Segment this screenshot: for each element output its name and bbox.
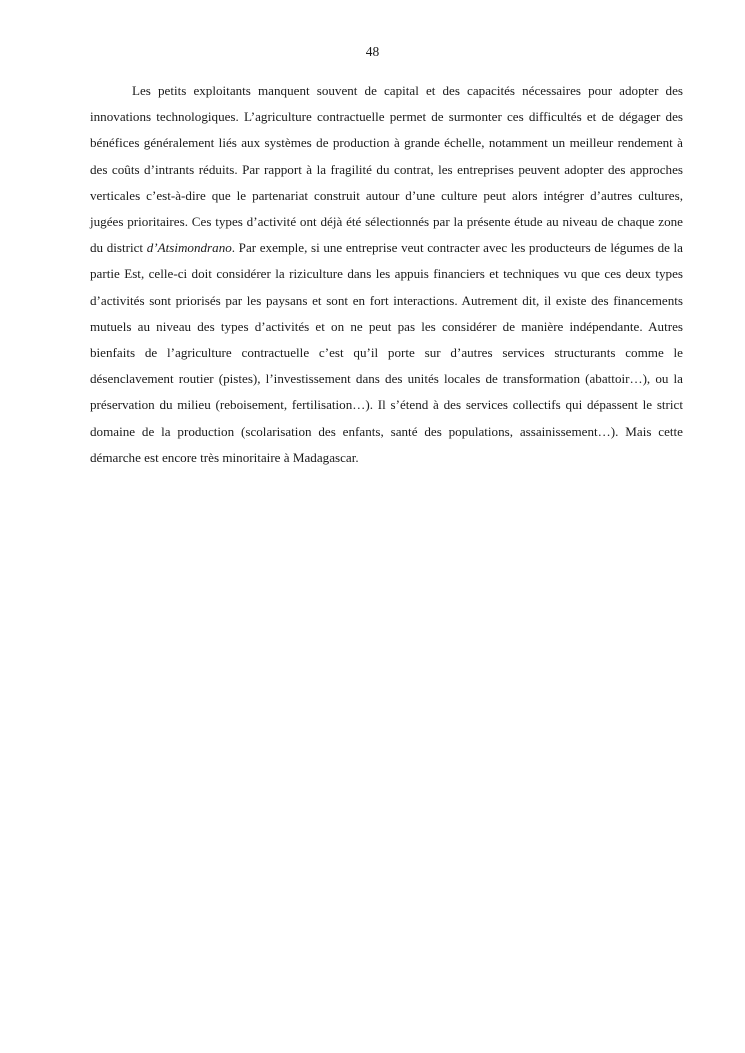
district-name: d’Atsimondrano	[146, 240, 232, 256]
paragraph-text-part-1: Les petits exploitants manquent souvent de capital et des capacités nécessaires pour adopter des innovations technologiques. L’agriculture contractuelle permet de surmonter ces difficultés et de dégager des bénéfices généralement liés aux systèmes de production à grande échelle, notamment un meilleur rendement à des coûts d’intrants réduits. Par rapport à la fragilité du contrat, les entreprises peuvent adopter des approches verticales c’est-à-dire que le partenariat construit autour d’une culture peut alors intégrer d’autres cultures, jugées prioritaires. Ces types d’activité ont déjà été sélectionnés par la présente étude au niveau de chaque zone du district	[90, 83, 683, 256]
paragraph-text-part-2: . Par exemple, si une entreprise veut contracter avec les producteurs de légumes de la partie Est, celle-ci doit considérer la riziculture dans les appuis financiers et techniques vu que ces deux types d’activités sont priorisés par les paysans et sont en fort interactions. Autrement dit, il existe des financements mutuels au niveau des types d’activités et on ne peut pas les considérer de manière indépendante. Autres bienfaits de l’agriculture contractuelle c’est qu’il porte sur d’autres services structurants comme le désenclavement routier (pistes), l’investissement dans des unités locales de transformation (abattoir…), ou la préservation du milieu (reboisement, fertilisation…). Il s’étend à des services collectifs qui dépassent le strict domaine de la production (scolarisation des enfants, santé des populations, assainissement…). Mais cette démarche est encore très minoritaire à Madagascar.	[90, 240, 683, 465]
page-number: 48	[365, 44, 380, 59]
body-paragraph	[90, 78, 683, 471]
